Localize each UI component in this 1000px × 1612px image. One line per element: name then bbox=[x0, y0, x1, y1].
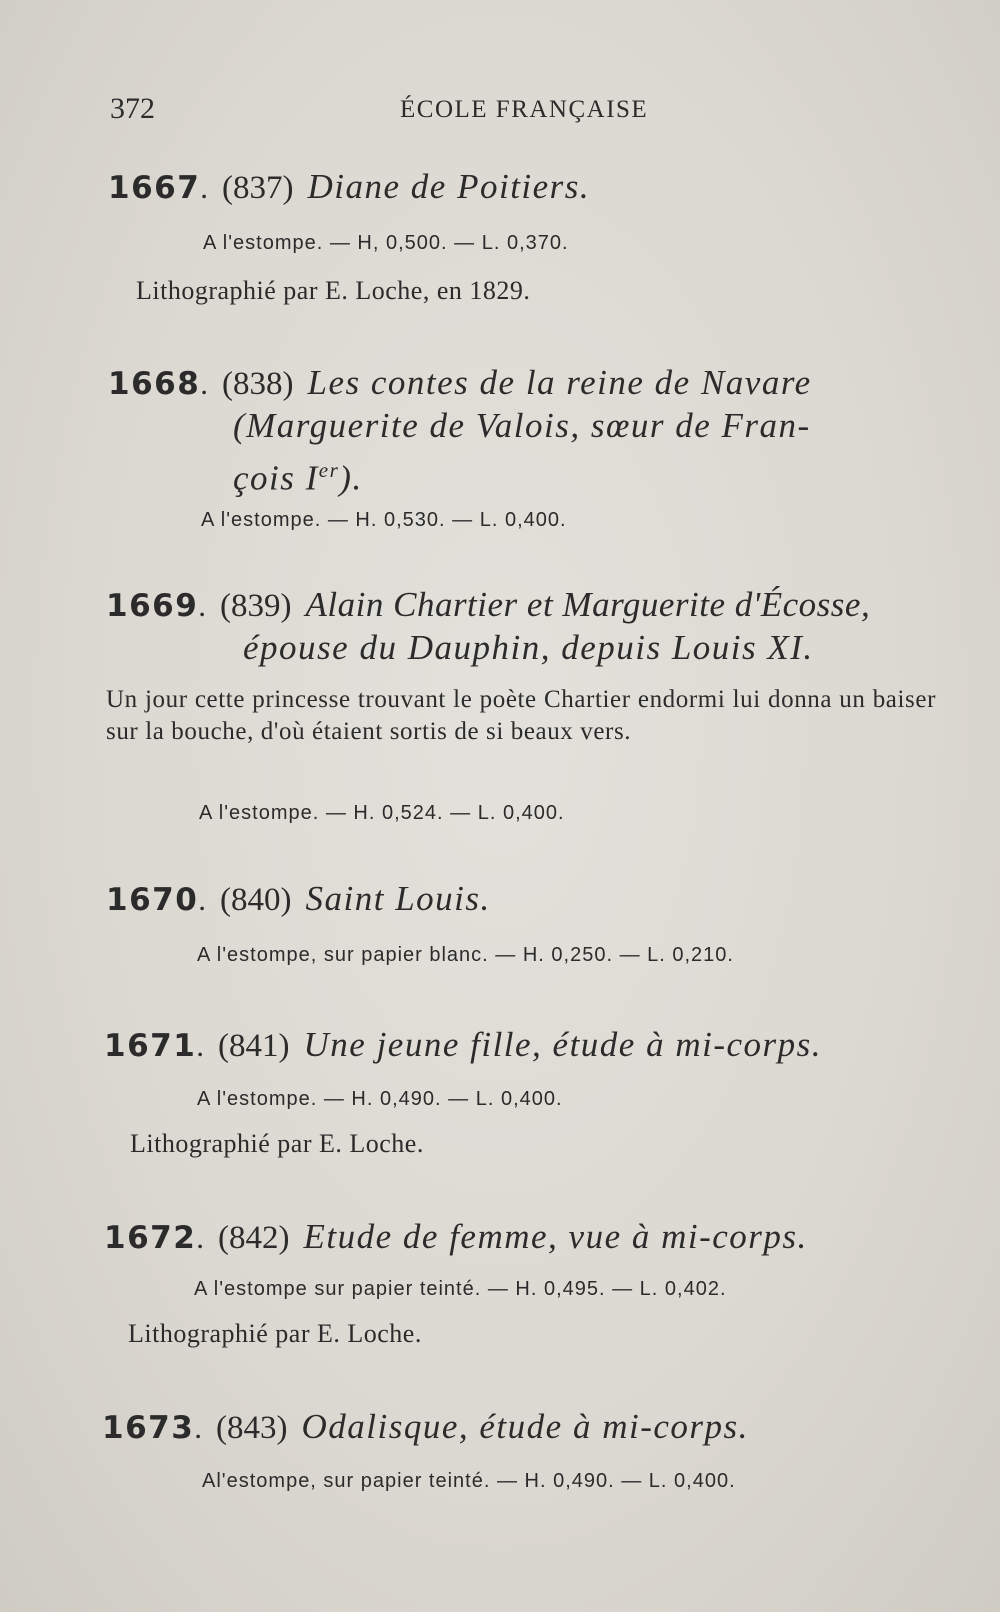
entry-number: 1668 bbox=[108, 366, 201, 402]
entry-number: 1672 bbox=[104, 1220, 197, 1256]
entry-number: 1669 bbox=[106, 588, 199, 624]
entry-technique: A l'estompe. — H. 0,530. — L. 0,400. bbox=[201, 509, 567, 531]
entry-title-line-2: épouse du Dauphin, depuis Louis XI. bbox=[243, 628, 814, 667]
entry-technique: Al'estompe, sur papier teinté. — H. 0,490. — L. 0,400. bbox=[202, 1470, 736, 1492]
original-number: (838) bbox=[222, 366, 294, 402]
entry-heading bbox=[102, 1404, 749, 1450]
entry-heading bbox=[108, 360, 812, 406]
original-number: (842) bbox=[218, 1220, 290, 1256]
entry-technique: A l'estompe. — H. 0,524. — L. 0,400. bbox=[199, 802, 565, 824]
running-head: ÉCOLE FRANÇAISE bbox=[400, 96, 649, 123]
entry-title-line-1: Alain Chartier et Marguerite d'Écosse, bbox=[305, 585, 871, 624]
number-dot: . bbox=[194, 1410, 203, 1445]
number-dot: . bbox=[200, 170, 209, 205]
title-text-end: ). bbox=[339, 458, 363, 498]
entry-number: 1673 bbox=[102, 1410, 195, 1446]
entry-note: Lithographié par E. Loche, en 1829. bbox=[136, 276, 531, 305]
entry-note: Lithographié par E. Loche. bbox=[128, 1319, 422, 1348]
page-number: 372 bbox=[110, 92, 155, 125]
entry-title: Saint Louis. bbox=[305, 879, 491, 918]
entry-number: 1671 bbox=[104, 1028, 197, 1064]
original-number: (839) bbox=[220, 588, 292, 624]
entry-technique: A l'estompe. — H, 0,500. — L. 0,370. bbox=[203, 232, 569, 254]
original-number: (841) bbox=[218, 1028, 290, 1064]
entry-number: 1667 bbox=[108, 170, 201, 206]
page-header bbox=[110, 92, 670, 132]
entry-title-line-2: (Marguerite de Valois, sœur de Fran- bbox=[233, 406, 811, 445]
entry-title: Etude de femme, vue à mi-corps. bbox=[303, 1217, 808, 1256]
entry-title-line-3 bbox=[233, 448, 363, 501]
entry-heading bbox=[106, 876, 491, 922]
number-dot: . bbox=[198, 882, 207, 917]
entry-heading bbox=[108, 164, 590, 210]
entry-note: Lithographié par E. Loche. bbox=[130, 1129, 424, 1158]
number-dot: . bbox=[200, 366, 209, 401]
entry-title: Diane de Poitiers. bbox=[307, 167, 591, 206]
entry-title: Une jeune fille, étude à mi-corps. bbox=[303, 1025, 823, 1064]
entry-title: Odalisque, étude à mi-corps. bbox=[301, 1407, 749, 1446]
entry-heading bbox=[106, 582, 870, 628]
entry-title-line-1: Les contes de la reine de Navare bbox=[307, 363, 812, 402]
entry-description: Un jour cette princesse trouvant le poète Chartier endormi lui donna un baiser sur la bouche, d'où étaient sortis de si beaux vers. bbox=[106, 686, 936, 745]
entry-heading bbox=[104, 1022, 822, 1068]
entry-technique: A l'estompe sur papier teinté. — H. 0,495. — L. 0,402. bbox=[194, 1278, 727, 1300]
original-number: (837) bbox=[222, 170, 294, 206]
title-superscript: er bbox=[318, 458, 340, 482]
entry-technique: A l'estompe, sur papier blanc. — H. 0,250. — L. 0,210. bbox=[197, 944, 734, 966]
number-dot: . bbox=[198, 588, 207, 623]
title-text: çois I bbox=[233, 458, 319, 498]
entry-heading bbox=[104, 1214, 808, 1260]
original-number: (843) bbox=[216, 1410, 288, 1446]
number-dot: . bbox=[196, 1028, 205, 1063]
entry-technique: A l'estompe. — H. 0,490. — L. 0,400. bbox=[197, 1088, 563, 1110]
number-dot: . bbox=[196, 1220, 205, 1255]
original-number: (840) bbox=[220, 882, 292, 918]
entry-number: 1670 bbox=[106, 882, 199, 918]
